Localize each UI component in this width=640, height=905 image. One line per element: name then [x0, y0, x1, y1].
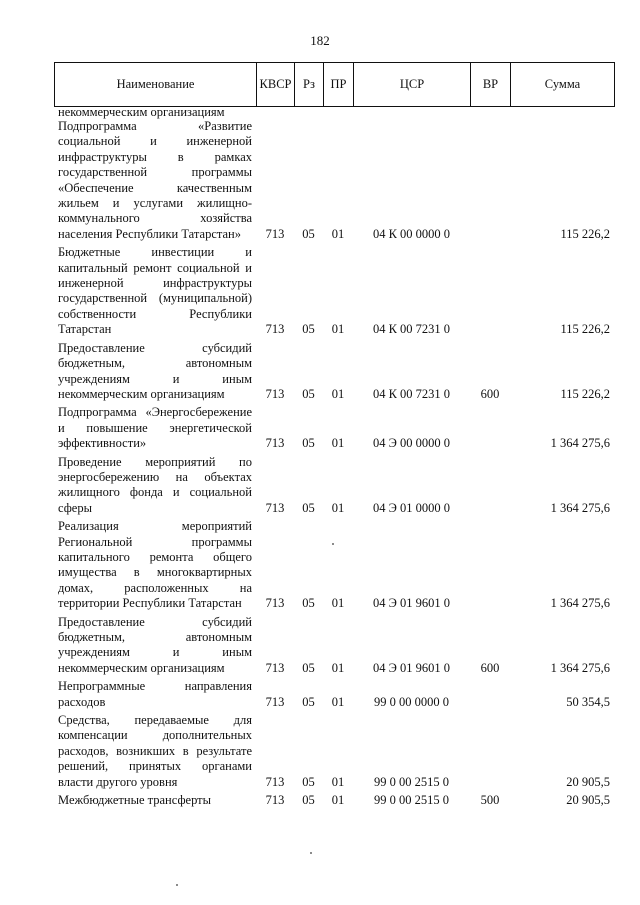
row-name: Подпрограмма «Развитие социальной и инженерной инфраструктуры в рамках государственной программы «Обеспечение качественным жильем и услугами жилищно-коммунального хозяйства населения Республики Татарстан»: [58, 119, 252, 241]
row-rz: 05: [302, 660, 315, 675]
column-header-csr: ЦСР: [354, 63, 471, 107]
row-csr: 04 Э 01 9601 0: [372, 596, 450, 611]
row-kvsr: 713: [265, 793, 285, 808]
column-header-kvsr: КВСР: [257, 63, 295, 107]
row-pr: 01: [331, 774, 345, 789]
row-vr: 600: [480, 660, 500, 675]
row-vr: [470, 710, 510, 790]
row-rz: 05: [302, 500, 315, 515]
row-pr: 01: [331, 660, 345, 675]
column-header-rz: Рз: [295, 63, 324, 107]
row-csr: 04 К 00 7231 0: [372, 322, 451, 337]
row-rz: 05: [302, 694, 315, 709]
row-name: Бюджетные инвестиции и капитальный ремонт социальной и инженерной инфраструктуры государственной (муниципальной) собственности Республики Татарстан: [58, 245, 252, 337]
row-kvsr: 713: [265, 694, 285, 709]
row-csr: 04 К 00 0000 0: [372, 226, 451, 241]
row-kvsr: 713: [265, 596, 285, 611]
row-sum: 115 226,2: [560, 322, 610, 337]
row-csr: [353, 106, 470, 119]
row-pr: 01: [331, 436, 345, 451]
scan-speck: [310, 852, 312, 854]
row-sum: 115 226,2: [560, 226, 610, 241]
row-kvsr: [256, 106, 294, 119]
scan-speck: [332, 543, 334, 545]
row-pr: 01: [331, 596, 345, 611]
scan-speck: [176, 884, 178, 886]
row-pr: [323, 106, 353, 119]
row-kvsr: 713: [265, 386, 285, 401]
row-csr: 04 К 00 7231 0: [372, 386, 451, 401]
row-name: Проведение мероприятий по энергосбережению на объектах жилищного фонда и социальной сферы: [58, 454, 252, 515]
row-csr: 99 0 00 2515 0: [374, 774, 449, 789]
row-kvsr: 713: [265, 774, 285, 789]
table-row: [54, 242, 614, 337]
row-name: некоммерческим организациям: [58, 105, 225, 119]
row-kvsr: 713: [265, 436, 285, 451]
row-name: Реализация мероприятий Региональной программы капитального ремонта общего имущества в многоквартирных домах, расположенных на территории Республики Татарстан: [58, 519, 252, 611]
table-row: [54, 402, 614, 451]
row-vr: 600: [480, 386, 500, 401]
row-sum: [510, 106, 614, 119]
row-vr: [470, 676, 510, 710]
row-name: Предоставление субсидий бюджетным, автономным учреждениям и иным некоммерческим организациям: [58, 340, 252, 401]
row-vr: [470, 452, 510, 517]
column-header-vr: ВР: [471, 63, 511, 107]
row-rz: 05: [302, 226, 315, 241]
row-name: Межбюджетные трансферты: [58, 793, 212, 808]
table-row: [54, 338, 614, 403]
row-rz: 05: [302, 596, 315, 611]
table-row: [54, 516, 614, 611]
row-sum: 1 364 275,6: [550, 596, 610, 611]
table-row: [54, 710, 614, 790]
row-vr: [470, 106, 510, 119]
row-kvsr: 713: [265, 660, 285, 675]
row-pr: 01: [331, 500, 345, 515]
row-sum: 1 364 275,6: [550, 660, 610, 675]
page-number: 182: [310, 33, 330, 48]
row-vr: [470, 516, 510, 611]
row-pr: 01: [331, 226, 345, 241]
row-vr: 500: [480, 793, 500, 808]
row-pr: 01: [331, 386, 345, 401]
row-sum: 115 226,2: [560, 386, 610, 401]
row-rz: 05: [302, 322, 315, 337]
row-csr: 04 Э 00 0000 0: [372, 436, 450, 451]
row-sum: 20 905,5: [566, 774, 610, 789]
row-rz: [294, 106, 323, 119]
column-header-name: Наименование: [55, 63, 257, 107]
row-kvsr: 713: [265, 226, 285, 241]
table-header: [54, 62, 615, 107]
row-name: Предоставление субсидий бюджетным, автономным учреждениям и иным некоммерческим организациям: [58, 614, 252, 675]
table-row: [54, 452, 614, 517]
row-kvsr: 713: [265, 500, 285, 515]
row-sum: 20 905,5: [566, 793, 610, 808]
row-pr: 01: [331, 694, 345, 709]
row-vr: [470, 119, 510, 242]
row-sum: 50 354,5: [566, 694, 610, 709]
row-vr: [470, 242, 510, 337]
row-pr: 01: [331, 793, 345, 808]
table-row: [54, 612, 614, 677]
row-sum: 1 364 275,6: [550, 500, 610, 515]
row-csr: 04 Э 01 9601 0: [372, 660, 450, 675]
row-rz: 05: [302, 793, 315, 808]
row-pr: 01: [331, 322, 345, 337]
table-row: [54, 119, 614, 242]
row-rz: 05: [302, 386, 315, 401]
row-name: Подпрограмма «Энергосбережение и повышение энергетической эффективности»: [58, 405, 252, 451]
table-row: [54, 790, 614, 808]
table-row: [54, 106, 614, 119]
row-csr: 99 0 00 0000 0: [374, 694, 449, 709]
row-vr: [470, 402, 510, 451]
column-header-sum: Сумма: [511, 63, 615, 107]
row-kvsr: 713: [265, 322, 285, 337]
table-row: [54, 676, 614, 710]
row-rz: 05: [302, 774, 315, 789]
row-name: Средства, передаваемые для компенсации дополнительных расходов, возникших в результате решений, принятых органами власти другого уровня: [58, 713, 252, 789]
column-header-pr: ПР: [324, 63, 354, 107]
row-name: Непрограммные направления расходов: [58, 679, 252, 709]
row-csr: 99 0 00 2515 0: [374, 793, 449, 808]
budget-table: [54, 106, 614, 808]
row-sum: 1 364 275,6: [550, 436, 610, 451]
row-csr: 04 Э 01 0000 0: [372, 500, 450, 515]
row-rz: 05: [302, 436, 315, 451]
